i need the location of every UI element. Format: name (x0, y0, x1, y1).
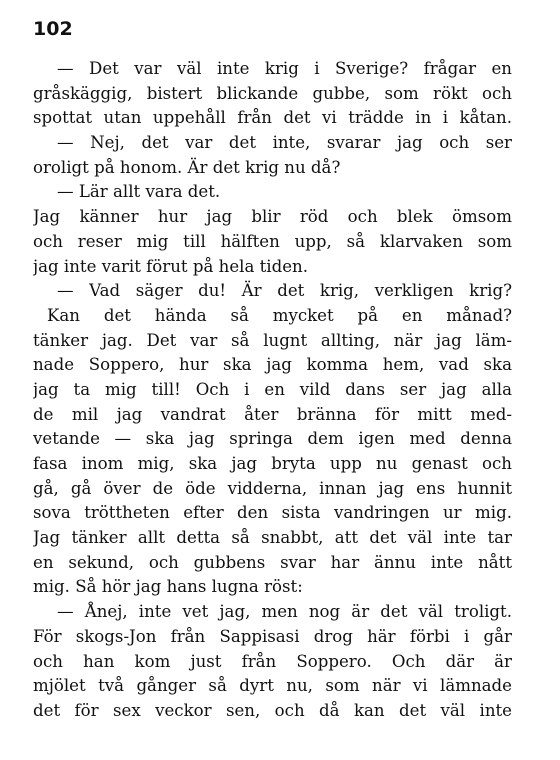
text-line: sova tröttheten efter den sista vandringen ur mig. (33, 503, 512, 523)
text-line: fasa inom mig, ska jag bryta upp nu genast och (33, 454, 512, 473)
text-line: jag ta mig till! Och i en vild dans ser jag alla (33, 379, 512, 399)
text-line: oroligt på honom. Är det krig nu då? (33, 157, 341, 177)
text-line: — Det var väl inte krig i Sverige? frågar en (57, 59, 512, 78)
text-line: — Nej, det var det inte, svarar jag och ser (57, 133, 512, 153)
body-text (33, 57, 512, 724)
text-line: en sekund, och gubbens svar har ännu inte nått (33, 552, 512, 572)
text-line: och reser mig till hälften upp, så klarvaken som (33, 231, 512, 251)
text-line: jag inte varit förut på hela tiden. (33, 256, 308, 276)
text-line: gå, gå över de öde vidderna, innan jag ens hunnit (33, 478, 512, 498)
text-line: och han kom just från Soppero. Och där är (33, 651, 512, 671)
text-line: — Vad säger du! Är det krig, verkligen krig? (57, 281, 512, 301)
text-line: Jag känner hur jag blir röd och blek ömsom (33, 207, 512, 227)
text-line: spottat utan uppehåll från det vi trädde in i kåtan. (33, 108, 512, 128)
text-line: vetande — ska jag springa dem igen med denna (33, 429, 512, 449)
text-line: För skogs-Jon från Sappisasi drog här förbi i går (33, 626, 512, 646)
text-line: — Ånej, inte vet jag, men nog är det väl troligt. (57, 602, 512, 622)
page-number: 102 (33, 18, 73, 40)
text-line: Kan det hända så mycket på en månad? (47, 305, 512, 325)
text-line: nade Soppero, hur ska jag komma hem, vad ska (33, 355, 512, 375)
text-line: mig. Så hör jag hans lugna röst: (33, 577, 303, 597)
text-line: de mil jag vandrat åter bränna för mitt med- (33, 404, 512, 424)
text-line: det för sex veckor sen, och då kan det väl inte (33, 700, 512, 720)
text-line: gråskäggig, bistert blickande gubbe, som rökt och (33, 83, 512, 103)
text-line: — Lär allt vara det. (57, 182, 221, 202)
text-line: tänker jag. Det var så lugnt allting, när jag läm- (33, 330, 512, 350)
text-line: Jag tänker allt detta så snabbt, att det väl inte tar (33, 528, 512, 548)
text-line: mjölet två gånger så dyrt nu, som när vi lämnade (33, 676, 512, 696)
